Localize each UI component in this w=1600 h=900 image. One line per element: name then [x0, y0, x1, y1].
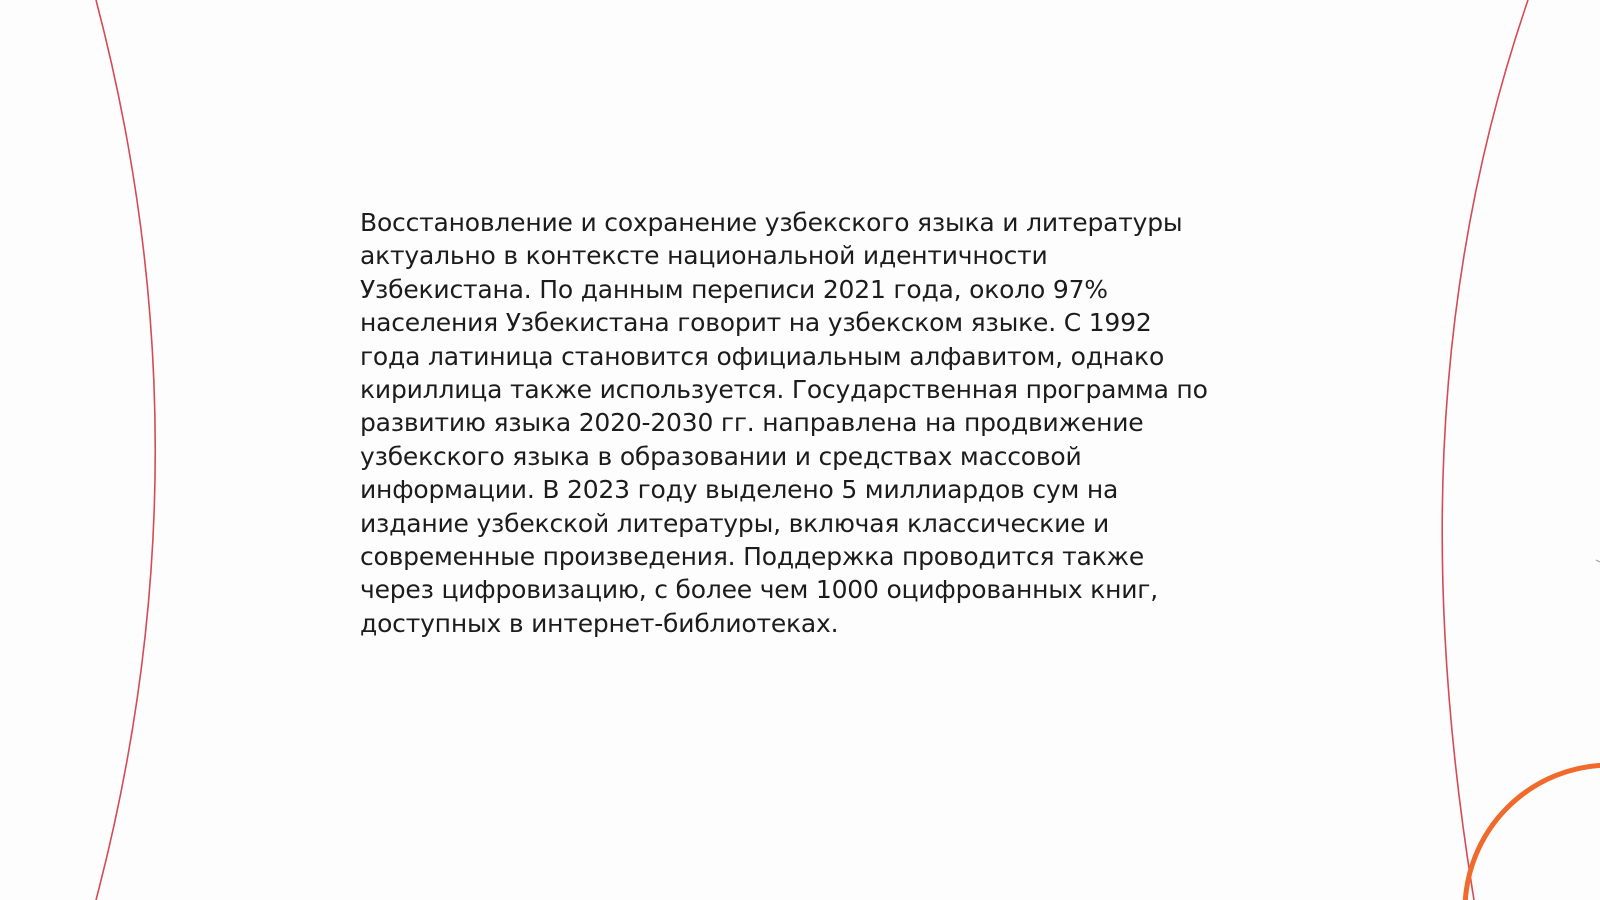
paragraph-line: современные произведения. Поддержка проводится также — [360, 542, 1145, 572]
paragraph-line: издание узбекской литературы, включая классические и — [360, 508, 1110, 538]
paragraph-line: Восстановление и сохранение узбекского языка и литературы — [360, 208, 1183, 237]
paragraph-line: развитию языка 2020-2030 гг. направлена на продвижение — [360, 408, 1144, 438]
orange-circle-outline — [1465, 765, 1600, 900]
paragraph-line: информации. В 2023 году выделено 5 миллиардов сум на — [360, 475, 1119, 505]
body-paragraph — [360, 206, 1260, 640]
right-curve-line — [1442, 0, 1528, 900]
small-arrow-mark — [1596, 560, 1600, 562]
paragraph-line: через цифровизацию, с более чем 1000 оцифрованных книг, — [360, 575, 1158, 605]
paragraph-line: узбекского языка в образовании и средствах массовой — [360, 441, 1082, 471]
paragraph-line: кириллица также используется. Государственная программа по — [360, 375, 1208, 405]
paragraph-line: доступных в интернет-библиотеках. — [360, 608, 839, 638]
paragraph-line: Узбекистана. По данным переписи 2021 года, около 97% — [360, 274, 1108, 304]
left-curve-line — [96, 0, 155, 900]
paragraph-line: населения Узбекистана говорит на узбекском языке. С 1992 — [360, 308, 1152, 338]
paragraph-line: года латиница становится официальным алфавитом, однако — [360, 341, 1165, 371]
paragraph-line: актуально в контексте национальной идентичности — [360, 241, 1048, 271]
